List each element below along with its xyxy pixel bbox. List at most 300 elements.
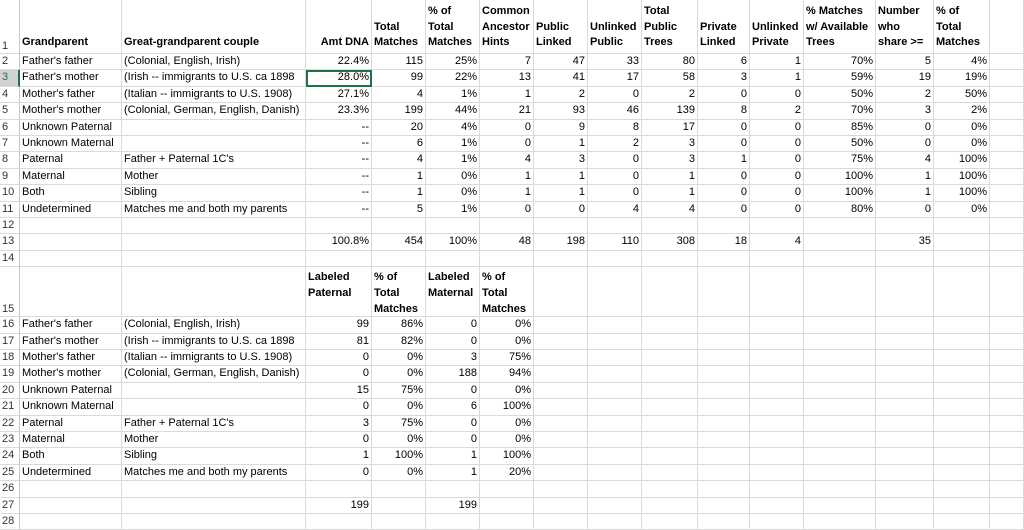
grid-cell[interactable] <box>750 350 804 366</box>
row-header-7[interactable]: 7 <box>0 136 20 152</box>
grid-cell[interactable] <box>426 218 480 234</box>
grid-cell[interactable] <box>122 267 306 317</box>
value-cell-F[interactable]: 6 <box>426 399 480 415</box>
value-cell-I[interactable]: 0 <box>588 152 642 168</box>
couple-cell[interactable] <box>122 120 306 136</box>
grid-cell[interactable] <box>534 218 588 234</box>
grid-cell[interactable] <box>804 448 876 464</box>
value-cell-F[interactable]: 4% <box>426 120 480 136</box>
value-cell-J[interactable]: 3 <box>642 152 698 168</box>
grid-cell[interactable] <box>804 383 876 399</box>
value-cell-E[interactable]: 4 <box>372 152 426 168</box>
grid-cell[interactable] <box>990 399 1024 415</box>
grandparent-cell[interactable]: Mother's father <box>20 350 122 366</box>
grid-cell[interactable] <box>804 481 876 497</box>
grid-cell[interactable] <box>804 334 876 350</box>
value-cell-G[interactable]: 21 <box>480 103 534 119</box>
value-cell-E[interactable]: 100% <box>372 448 426 464</box>
grid-cell[interactable] <box>876 465 934 481</box>
value-cell-M[interactable]: 75% <box>804 152 876 168</box>
grid-cell[interactable] <box>20 498 122 514</box>
row-header-17[interactable]: 17 <box>0 334 20 350</box>
value-cell-M[interactable]: 50% <box>804 136 876 152</box>
value-cell-K[interactable]: 0 <box>698 87 750 103</box>
value-cell-L[interactable]: 0 <box>750 87 804 103</box>
header-cell-G[interactable] <box>480 0 534 54</box>
grandparent-cell[interactable]: Undetermined <box>20 465 122 481</box>
grid-cell[interactable] <box>990 169 1024 185</box>
grid-cell[interactable] <box>534 366 588 382</box>
value-cell-J[interactable]: 1 <box>642 169 698 185</box>
grid-cell[interactable] <box>990 218 1024 234</box>
grid-cell[interactable] <box>750 366 804 382</box>
grid-cell[interactable] <box>588 399 642 415</box>
grandparent-cell[interactable]: Maternal <box>20 432 122 448</box>
value-cell-F[interactable]: 188 <box>426 366 480 382</box>
grid-cell[interactable] <box>480 514 534 530</box>
grid-cell[interactable] <box>122 498 306 514</box>
grid-cell[interactable] <box>642 251 698 267</box>
value-cell-D[interactable]: 28.0% <box>306 70 372 86</box>
value-cell-E[interactable]: 75% <box>372 383 426 399</box>
value-cell-F[interactable]: 1% <box>426 202 480 218</box>
value-cell-F[interactable]: 1% <box>426 152 480 168</box>
grid-cell[interactable] <box>534 448 588 464</box>
total-cell-G[interactable]: 48 <box>480 234 534 250</box>
grid-cell[interactable] <box>876 432 934 448</box>
grid-cell[interactable] <box>876 383 934 399</box>
value-cell-K[interactable]: 1 <box>698 152 750 168</box>
grid-cell[interactable] <box>306 514 372 530</box>
grid-cell[interactable] <box>698 218 750 234</box>
value-cell-N[interactable]: 5 <box>876 54 934 70</box>
grid-cell[interactable] <box>750 251 804 267</box>
value-cell-L[interactable]: 0 <box>750 202 804 218</box>
grid-cell[interactable] <box>642 383 698 399</box>
grid-cell[interactable] <box>306 218 372 234</box>
grid-cell[interactable] <box>990 448 1024 464</box>
value-cell-O[interactable]: 100% <box>934 185 990 201</box>
value-cell-E[interactable]: 0% <box>372 366 426 382</box>
header-cell-A[interactable] <box>20 0 122 54</box>
grid-cell[interactable] <box>588 383 642 399</box>
grid-cell[interactable] <box>588 334 642 350</box>
grid-cell[interactable] <box>698 251 750 267</box>
value-cell-N[interactable]: 0 <box>876 120 934 136</box>
grid-cell[interactable] <box>642 416 698 432</box>
grandparent-cell[interactable]: Mother's mother <box>20 366 122 382</box>
header2-cell-G[interactable]: % of Total Matches <box>480 267 534 317</box>
total-cell-D[interactable]: 100.8% <box>306 234 372 250</box>
value-cell-E[interactable]: 4 <box>372 87 426 103</box>
grid-cell[interactable] <box>588 432 642 448</box>
grid-cell[interactable] <box>750 399 804 415</box>
grid-cell[interactable] <box>698 416 750 432</box>
value-cell-I[interactable]: 17 <box>588 70 642 86</box>
value-cell-E[interactable]: 1 <box>372 169 426 185</box>
value-cell-F[interactable]: 1% <box>426 136 480 152</box>
grid-cell[interactable] <box>588 267 642 317</box>
value-cell-D[interactable]: 15 <box>306 383 372 399</box>
value-cell-H[interactable]: 1 <box>534 185 588 201</box>
header-cell-B[interactable] <box>122 0 306 54</box>
grid-cell[interactable] <box>804 366 876 382</box>
couple-cell[interactable]: (Colonial, English, Irish) <box>122 317 306 333</box>
grid-cell[interactable] <box>534 465 588 481</box>
grid-cell[interactable] <box>588 366 642 382</box>
grid-cell[interactable] <box>804 251 876 267</box>
header2-cell-F[interactable]: Labeled Maternal <box>426 267 480 317</box>
grid-cell[interactable] <box>642 267 698 317</box>
couple-cell[interactable] <box>122 136 306 152</box>
header-cell-F[interactable] <box>426 0 480 54</box>
value-cell-N[interactable]: 1 <box>876 169 934 185</box>
grid-cell[interactable] <box>642 334 698 350</box>
grid-cell[interactable] <box>534 251 588 267</box>
grid-cell[interactable] <box>804 465 876 481</box>
grid-cell[interactable] <box>804 234 876 250</box>
value-cell-M[interactable]: 50% <box>804 87 876 103</box>
value-cell-D[interactable]: -- <box>306 136 372 152</box>
grid-cell[interactable] <box>804 218 876 234</box>
grid-cell[interactable] <box>750 416 804 432</box>
grid-cell[interactable] <box>534 498 588 514</box>
header-cell-I[interactable] <box>588 0 642 54</box>
grid-cell[interactable] <box>534 514 588 530</box>
grid-cell[interactable] <box>804 350 876 366</box>
grid-cell[interactable] <box>122 514 306 530</box>
grid-cell[interactable] <box>750 432 804 448</box>
row-header-18[interactable]: 18 <box>0 350 20 366</box>
grandparent-cell[interactable]: Paternal <box>20 416 122 432</box>
row-header-26[interactable]: 26 <box>0 481 20 497</box>
value-cell-I[interactable]: 0 <box>588 87 642 103</box>
grid-cell[interactable] <box>372 481 426 497</box>
value-cell-G[interactable]: 13 <box>480 70 534 86</box>
value-cell-G[interactable]: 94% <box>480 366 534 382</box>
value-cell-K[interactable]: 3 <box>698 70 750 86</box>
value-cell-J[interactable]: 58 <box>642 70 698 86</box>
grid-cell[interactable] <box>642 448 698 464</box>
grid-cell[interactable] <box>934 234 990 250</box>
value-cell-O[interactable]: 19% <box>934 70 990 86</box>
value-cell-D[interactable]: 0 <box>306 465 372 481</box>
grid-cell[interactable] <box>698 498 750 514</box>
grid-cell[interactable] <box>934 218 990 234</box>
grid-cell[interactable] <box>122 251 306 267</box>
grid-cell[interactable] <box>990 202 1024 218</box>
grid-cell[interactable] <box>534 350 588 366</box>
grandparent-cell[interactable]: Mother's father <box>20 87 122 103</box>
value-cell-O[interactable]: 100% <box>934 152 990 168</box>
value-cell-I[interactable]: 2 <box>588 136 642 152</box>
grid-cell[interactable] <box>804 498 876 514</box>
value-cell-E[interactable]: 6 <box>372 136 426 152</box>
value-cell-F[interactable]: 0% <box>426 169 480 185</box>
value-cell-F[interactable]: 0% <box>426 185 480 201</box>
value-cell-K[interactable]: 0 <box>698 202 750 218</box>
row-header-19[interactable]: 19 <box>0 366 20 382</box>
grid-cell[interactable] <box>306 481 372 497</box>
grid-cell[interactable] <box>990 350 1024 366</box>
grid-cell[interactable] <box>750 465 804 481</box>
grid-cell[interactable] <box>588 498 642 514</box>
total-cell-N[interactable]: 35 <box>876 234 934 250</box>
grid-cell[interactable] <box>698 514 750 530</box>
grid-cell[interactable] <box>698 334 750 350</box>
grid-cell[interactable] <box>372 498 426 514</box>
grid-cell[interactable] <box>804 514 876 530</box>
grandparent-cell[interactable]: Undetermined <box>20 202 122 218</box>
grid-cell[interactable] <box>20 234 122 250</box>
value-cell-N[interactable]: 3 <box>876 103 934 119</box>
value-cell-M[interactable]: 70% <box>804 103 876 119</box>
value-cell-E[interactable]: 5 <box>372 202 426 218</box>
grid-cell[interactable] <box>122 218 306 234</box>
value-cell-F[interactable]: 1 <box>426 465 480 481</box>
grid-cell[interactable] <box>426 481 480 497</box>
value-cell-O[interactable]: 4% <box>934 54 990 70</box>
total-paternal-cell[interactable]: 199 <box>306 498 372 514</box>
row-header-2[interactable]: 2 <box>0 54 20 70</box>
row-header-25[interactable]: 25 <box>0 465 20 481</box>
grid-cell[interactable] <box>750 448 804 464</box>
value-cell-G[interactable]: 0% <box>480 334 534 350</box>
row-header-16[interactable]: 16 <box>0 317 20 333</box>
grid-cell[interactable] <box>588 481 642 497</box>
header-cell-K[interactable] <box>698 0 750 54</box>
row-header-21[interactable]: 21 <box>0 399 20 415</box>
grid-cell[interactable] <box>990 0 1024 54</box>
row-header-11[interactable]: 11 <box>0 202 20 218</box>
value-cell-D[interactable]: 0 <box>306 366 372 382</box>
row-header-23[interactable]: 23 <box>0 432 20 448</box>
grid-cell[interactable] <box>934 251 990 267</box>
header-cell-M[interactable] <box>804 0 876 54</box>
value-cell-H[interactable]: 9 <box>534 120 588 136</box>
row-header-3[interactable]: 3 <box>0 70 20 86</box>
row-header-9[interactable]: 9 <box>0 169 20 185</box>
grid-cell[interactable] <box>990 103 1024 119</box>
grid-cell[interactable] <box>480 251 534 267</box>
couple-cell[interactable] <box>122 399 306 415</box>
grid-cell[interactable] <box>934 399 990 415</box>
grid-cell[interactable] <box>122 234 306 250</box>
grandparent-cell[interactable]: Unknown Paternal <box>20 120 122 136</box>
header-cell-D[interactable] <box>306 0 372 54</box>
row-header-4[interactable]: 4 <box>0 87 20 103</box>
value-cell-O[interactable]: 0% <box>934 202 990 218</box>
grandparent-cell[interactable]: Father's mother <box>20 334 122 350</box>
grandparent-cell[interactable]: Unknown Maternal <box>20 399 122 415</box>
value-cell-E[interactable]: 99 <box>372 70 426 86</box>
header2-cell-E[interactable]: % of Total Matches <box>372 267 426 317</box>
value-cell-L[interactable]: 0 <box>750 185 804 201</box>
grid-cell[interactable] <box>20 218 122 234</box>
grid-cell[interactable] <box>642 432 698 448</box>
grid-cell[interactable] <box>480 498 534 514</box>
value-cell-E[interactable]: 0% <box>372 399 426 415</box>
grandparent-cell[interactable]: Mother's mother <box>20 103 122 119</box>
grid-cell[interactable] <box>698 432 750 448</box>
grid-cell[interactable] <box>804 399 876 415</box>
grid-cell[interactable] <box>20 267 122 317</box>
value-cell-K[interactable]: 0 <box>698 120 750 136</box>
grid-cell[interactable] <box>588 416 642 432</box>
value-cell-G[interactable]: 1 <box>480 169 534 185</box>
grid-cell[interactable] <box>934 481 990 497</box>
grid-cell[interactable] <box>588 218 642 234</box>
value-cell-D[interactable]: -- <box>306 169 372 185</box>
value-cell-G[interactable]: 20% <box>480 465 534 481</box>
grid-cell[interactable] <box>876 416 934 432</box>
grid-cell[interactable] <box>588 465 642 481</box>
grid-cell[interactable] <box>990 251 1024 267</box>
total-maternal-cell[interactable]: 199 <box>426 498 480 514</box>
value-cell-J[interactable]: 139 <box>642 103 698 119</box>
value-cell-M[interactable]: 59% <box>804 70 876 86</box>
grid-cell[interactable] <box>990 234 1024 250</box>
couple-cell[interactable]: (Colonial, German, English, Danish) <box>122 366 306 382</box>
couple-cell[interactable]: Mother <box>122 169 306 185</box>
grandparent-cell[interactable]: Unknown Maternal <box>20 136 122 152</box>
grid-cell[interactable] <box>876 481 934 497</box>
grid-cell[interactable] <box>934 383 990 399</box>
value-cell-G[interactable]: 0% <box>480 416 534 432</box>
value-cell-D[interactable]: 99 <box>306 317 372 333</box>
total-cell-H[interactable]: 198 <box>534 234 588 250</box>
grid-cell[interactable] <box>372 251 426 267</box>
value-cell-J[interactable]: 17 <box>642 120 698 136</box>
value-cell-M[interactable]: 100% <box>804 185 876 201</box>
couple-cell[interactable]: Father + Paternal 1C's <box>122 416 306 432</box>
value-cell-G[interactable]: 0 <box>480 120 534 136</box>
row-header-1[interactable]: 1 <box>0 0 20 54</box>
grid-cell[interactable] <box>876 366 934 382</box>
value-cell-I[interactable]: 0 <box>588 185 642 201</box>
row-header-14[interactable]: 14 <box>0 251 20 267</box>
header-cell-J[interactable] <box>642 0 698 54</box>
grid-cell[interactable] <box>876 350 934 366</box>
header-cell-N[interactable] <box>876 0 934 54</box>
value-cell-I[interactable]: 33 <box>588 54 642 70</box>
total-cell-K[interactable]: 18 <box>698 234 750 250</box>
grid-cell[interactable] <box>990 366 1024 382</box>
row-header-15[interactable]: 15 <box>0 267 20 317</box>
value-cell-K[interactable]: 0 <box>698 169 750 185</box>
grid-cell[interactable] <box>698 399 750 415</box>
value-cell-D[interactable]: 27.1% <box>306 87 372 103</box>
couple-cell[interactable]: (Italian -- immigrants to U.S. 1908) <box>122 350 306 366</box>
grid-cell[interactable] <box>750 514 804 530</box>
grid-cell[interactable] <box>750 317 804 333</box>
value-cell-J[interactable]: 1 <box>642 185 698 201</box>
grid-cell[interactable] <box>534 432 588 448</box>
grid-cell[interactable] <box>804 267 876 317</box>
grid-cell[interactable] <box>480 481 534 497</box>
grid-cell[interactable] <box>698 267 750 317</box>
value-cell-L[interactable]: 2 <box>750 103 804 119</box>
grid-cell[interactable] <box>698 448 750 464</box>
grid-cell[interactable] <box>876 514 934 530</box>
value-cell-D[interactable]: -- <box>306 152 372 168</box>
couple-cell[interactable]: Sibling <box>122 448 306 464</box>
grandparent-cell[interactable]: Father's father <box>20 317 122 333</box>
couple-cell[interactable]: (Colonial, German, English, Danish) <box>122 103 306 119</box>
grid-cell[interactable] <box>934 416 990 432</box>
value-cell-J[interactable]: 2 <box>642 87 698 103</box>
grid-cell[interactable] <box>934 514 990 530</box>
couple-cell[interactable]: Mother <box>122 432 306 448</box>
value-cell-N[interactable]: 2 <box>876 87 934 103</box>
total-cell-E[interactable]: 454 <box>372 234 426 250</box>
grid-cell[interactable] <box>804 432 876 448</box>
value-cell-M[interactable]: 70% <box>804 54 876 70</box>
grid-cell[interactable] <box>990 267 1024 317</box>
grid-cell[interactable] <box>876 218 934 234</box>
value-cell-L[interactable]: 0 <box>750 120 804 136</box>
value-cell-O[interactable]: 50% <box>934 87 990 103</box>
grid-cell[interactable] <box>698 465 750 481</box>
grid-cell[interactable] <box>934 350 990 366</box>
grid-cell[interactable] <box>990 136 1024 152</box>
row-header-8[interactable]: 8 <box>0 152 20 168</box>
value-cell-H[interactable]: 41 <box>534 70 588 86</box>
value-cell-N[interactable]: 19 <box>876 70 934 86</box>
grid-cell[interactable] <box>990 514 1024 530</box>
value-cell-D[interactable]: -- <box>306 202 372 218</box>
grid-cell[interactable] <box>534 334 588 350</box>
grid-cell[interactable] <box>588 350 642 366</box>
grid-cell[interactable] <box>990 120 1024 136</box>
grid-cell[interactable] <box>990 185 1024 201</box>
couple-cell[interactable]: (Colonial, English, Irish) <box>122 54 306 70</box>
value-cell-E[interactable]: 86% <box>372 317 426 333</box>
row-header-13[interactable]: 13 <box>0 234 20 250</box>
value-cell-F[interactable]: 1% <box>426 87 480 103</box>
grid-cell[interactable] <box>750 218 804 234</box>
value-cell-F[interactable]: 0 <box>426 432 480 448</box>
couple-cell[interactable]: (Irish -- immigrants to U.S. ca 1898 <box>122 70 306 86</box>
grid-cell[interactable] <box>934 317 990 333</box>
value-cell-I[interactable]: 0 <box>588 169 642 185</box>
grid-cell[interactable] <box>934 334 990 350</box>
grid-cell[interactable] <box>990 465 1024 481</box>
header2-cell-D[interactable]: Labeled Paternal <box>306 267 372 317</box>
value-cell-G[interactable]: 75% <box>480 350 534 366</box>
row-header-24[interactable]: 24 <box>0 448 20 464</box>
grid-cell[interactable] <box>990 416 1024 432</box>
grid-cell[interactable] <box>990 498 1024 514</box>
grid-cell[interactable] <box>876 267 934 317</box>
grid-cell[interactable] <box>534 317 588 333</box>
grandparent-cell[interactable]: Paternal <box>20 152 122 168</box>
value-cell-G[interactable]: 0 <box>480 202 534 218</box>
value-cell-I[interactable]: 4 <box>588 202 642 218</box>
grid-cell[interactable] <box>934 366 990 382</box>
value-cell-D[interactable]: -- <box>306 185 372 201</box>
value-cell-D[interactable]: 0 <box>306 432 372 448</box>
value-cell-F[interactable]: 0 <box>426 416 480 432</box>
grid-cell[interactable] <box>426 514 480 530</box>
value-cell-L[interactable]: 1 <box>750 70 804 86</box>
grid-cell[interactable] <box>876 317 934 333</box>
grid-cell[interactable] <box>876 498 934 514</box>
value-cell-L[interactable]: 0 <box>750 152 804 168</box>
grid-cell[interactable] <box>698 317 750 333</box>
row-header-28[interactable]: 28 <box>0 514 20 530</box>
value-cell-N[interactable]: 0 <box>876 202 934 218</box>
